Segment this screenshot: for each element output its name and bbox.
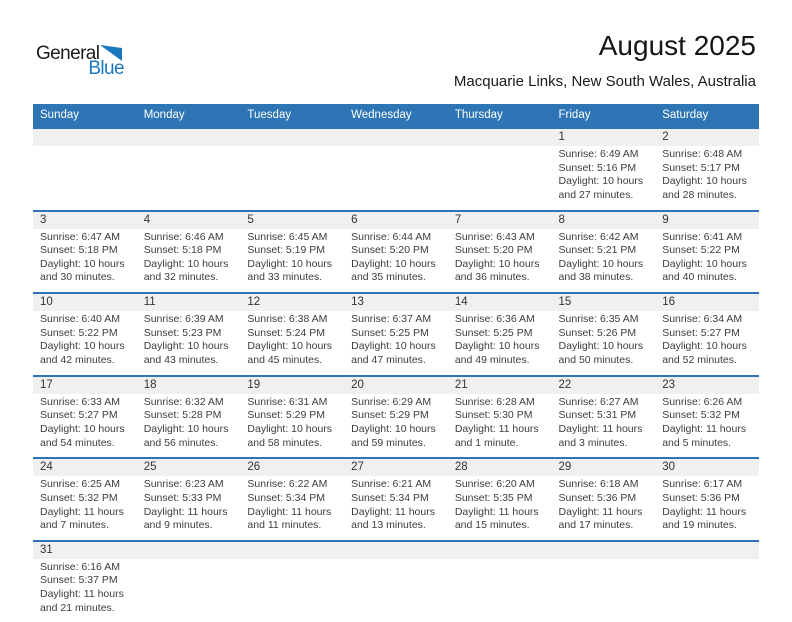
daylight-line-2: and 43 minutes. <box>143 354 219 367</box>
daylight-line-2: and 54 minutes. <box>40 436 115 449</box>
daylight-line-1: Daylight: 10 hours <box>662 340 747 353</box>
sunrise-line: Sunrise: 6:31 AM <box>247 395 328 408</box>
day-number: 7 <box>448 212 552 229</box>
day-details <box>344 229 448 293</box>
sunset-line: Sunset: 5:32 PM <box>40 491 118 504</box>
day-cell-27 <box>344 458 448 541</box>
day-details <box>655 394 759 458</box>
week-row <box>33 458 759 541</box>
weekday-header-tuesday: Tuesday <box>240 104 344 128</box>
day-cell-6 <box>344 211 448 294</box>
daylight-line-2: and 45 minutes. <box>247 354 323 367</box>
sunset-line: Sunset: 5:20 PM <box>351 244 429 257</box>
empty-day-cell <box>240 128 344 211</box>
sunset-line: Sunset: 5:34 PM <box>351 491 429 504</box>
sunset-line: Sunset: 5:25 PM <box>454 326 533 339</box>
sunrise-line: Sunrise: 6:42 AM <box>558 230 639 243</box>
sunrise-line: Sunrise: 6:43 AM <box>454 230 535 243</box>
sunrise-line: Sunrise: 6:36 AM <box>454 313 535 326</box>
daylight-line-1: Daylight: 10 hours <box>40 257 125 270</box>
daylight-line-1: Daylight: 11 hours <box>558 505 643 518</box>
day-details <box>33 559 137 622</box>
page-title: August 2025 <box>598 30 756 61</box>
day-cell-3 <box>33 211 137 294</box>
sunset-line: Sunset: 5:37 PM <box>40 574 118 587</box>
week-row <box>33 211 759 294</box>
day-number: 28 <box>448 459 552 476</box>
sunset-line: Sunset: 5:19 PM <box>247 244 326 257</box>
day-cell-2 <box>655 128 759 211</box>
sunrise-line: Sunrise: 6:45 AM <box>247 230 328 243</box>
day-details <box>240 229 344 293</box>
day-details <box>655 146 759 210</box>
empty-day-cell <box>448 541 552 622</box>
day-details <box>344 394 448 458</box>
sunset-line: Sunset: 5:31 PM <box>558 409 637 422</box>
daylight-line-1: Daylight: 10 hours <box>351 422 436 435</box>
sunrise-line: Sunrise: 6:18 AM <box>558 478 639 491</box>
day-details <box>344 476 448 540</box>
weekday-header-saturday: Saturday <box>655 104 759 128</box>
day-cell-10 <box>33 293 137 376</box>
empty-day-cell <box>33 128 137 211</box>
day-cell-16 <box>655 293 759 376</box>
sunset-line: Sunset: 5:29 PM <box>247 409 326 422</box>
day-cell-14 <box>448 293 552 376</box>
sunset-line: Sunset: 5:18 PM <box>143 244 222 257</box>
week-row <box>33 376 759 459</box>
weekday-header-wednesday: Wednesday <box>344 104 448 128</box>
daylight-line-2: and 27 minutes. <box>558 188 634 201</box>
empty-day-cell <box>344 128 448 211</box>
daylight-line-2: and 42 minutes. <box>40 354 115 367</box>
day-number <box>552 542 656 559</box>
title-block <box>454 30 756 90</box>
daylight-line-1: Daylight: 10 hours <box>247 257 333 270</box>
weekday-header-row <box>33 104 759 128</box>
weekday-header-friday: Friday <box>552 104 656 128</box>
sunset-line: Sunset: 5:26 PM <box>558 326 637 339</box>
day-details <box>33 146 137 198</box>
sunset-line: Sunset: 5:33 PM <box>143 491 222 504</box>
sunrise-line: Sunrise: 6:22 AM <box>247 478 328 491</box>
day-cell-26 <box>240 458 344 541</box>
sunset-line: Sunset: 5:27 PM <box>662 326 740 339</box>
day-number: 9 <box>655 212 759 229</box>
daylight-line-2: and 47 minutes. <box>351 354 426 367</box>
day-number <box>448 542 552 559</box>
daylight-line-1: Daylight: 10 hours <box>143 422 229 435</box>
sunset-line: Sunset: 5:27 PM <box>40 409 118 422</box>
day-number: 17 <box>33 377 137 394</box>
daylight-line-2: and 21 minutes. <box>40 601 115 614</box>
day-cell-19 <box>240 376 344 459</box>
day-number: 4 <box>137 212 241 229</box>
empty-day-cell <box>240 541 344 622</box>
sunrise-line: Sunrise: 6:28 AM <box>454 395 535 408</box>
sunset-line: Sunset: 5:28 PM <box>143 409 222 422</box>
day-cell-25 <box>137 458 241 541</box>
day-details <box>448 146 552 198</box>
day-details <box>448 559 552 611</box>
sunset-line: Sunset: 5:22 PM <box>40 326 118 339</box>
day-details <box>240 476 344 540</box>
daylight-line-1: Daylight: 11 hours <box>351 505 435 518</box>
day-details <box>137 559 241 611</box>
day-number <box>137 542 241 559</box>
day-details <box>137 311 241 375</box>
daylight-line-2: and 30 minutes. <box>40 271 115 284</box>
daylight-line-2: and 7 minutes. <box>40 519 109 532</box>
day-number: 16 <box>655 294 759 311</box>
empty-day-cell <box>137 541 241 622</box>
day-cell-1 <box>552 128 656 211</box>
day-details <box>33 476 137 540</box>
empty-day-cell <box>655 541 759 622</box>
empty-day-cell <box>552 541 656 622</box>
sunrise-line: Sunrise: 6:23 AM <box>143 478 224 491</box>
sunrise-line: Sunrise: 6:27 AM <box>558 395 639 408</box>
daylight-line-2: and 33 minutes. <box>247 271 323 284</box>
daylight-line-2: and 52 minutes. <box>662 354 737 367</box>
day-cell-9 <box>655 211 759 294</box>
day-details <box>655 229 759 293</box>
day-details <box>448 229 552 293</box>
daylight-line-2: and 1 minute. <box>454 436 519 449</box>
day-details <box>448 394 552 458</box>
day-details <box>448 311 552 375</box>
day-details <box>552 394 656 458</box>
day-number <box>33 129 137 146</box>
day-number <box>448 129 552 146</box>
daylight-line-2: and 3 minutes. <box>558 436 628 449</box>
day-details <box>344 559 448 611</box>
day-cell-24 <box>33 458 137 541</box>
daylight-line-2: and 50 minutes. <box>558 354 634 367</box>
daylight-line-2: and 17 minutes. <box>558 519 634 532</box>
daylight-line-1: Daylight: 10 hours <box>40 340 125 353</box>
sunrise-line: Sunrise: 6:29 AM <box>351 395 432 408</box>
weekday-header-sunday: Sunday <box>33 104 137 128</box>
sunrise-line: Sunrise: 6:16 AM <box>40 560 120 573</box>
logo-word-general: General <box>36 43 100 64</box>
daylight-line-2: and 58 minutes. <box>247 436 323 449</box>
day-number: 21 <box>448 377 552 394</box>
daylight-line-1: Daylight: 10 hours <box>558 175 644 188</box>
sunset-line: Sunset: 5:36 PM <box>558 491 637 504</box>
sunrise-line: Sunrise: 6:47 AM <box>40 230 120 243</box>
sunrise-line: Sunrise: 6:41 AM <box>662 230 743 243</box>
calendar-body <box>33 128 759 622</box>
day-number: 24 <box>33 459 137 476</box>
day-details <box>33 394 137 458</box>
daylight-line-1: Daylight: 10 hours <box>247 422 333 435</box>
daylight-line-1: Daylight: 10 hours <box>662 257 747 270</box>
day-details <box>552 229 656 293</box>
daylight-line-2: and 11 minutes. <box>247 519 322 532</box>
sunset-line: Sunset: 5:16 PM <box>558 161 637 174</box>
sunset-line: Sunset: 5:34 PM <box>247 491 326 504</box>
daylight-line-1: Daylight: 10 hours <box>247 340 333 353</box>
sunrise-line: Sunrise: 6:49 AM <box>558 148 639 160</box>
sunrise-line: Sunrise: 6:48 AM <box>662 148 743 160</box>
day-number: 25 <box>137 459 241 476</box>
daylight-line-1: Daylight: 10 hours <box>143 257 229 270</box>
daylight-line-2: and 28 minutes. <box>662 188 737 201</box>
day-cell-18 <box>137 376 241 459</box>
sunrise-line: Sunrise: 6:32 AM <box>143 395 224 408</box>
daylight-line-1: Daylight: 11 hours <box>454 422 539 435</box>
day-number <box>137 129 241 146</box>
day-details <box>655 559 759 611</box>
day-number: 13 <box>344 294 448 311</box>
sunrise-line: Sunrise: 6:17 AM <box>662 478 743 491</box>
day-cell-7 <box>448 211 552 294</box>
daylight-line-2: and 38 minutes. <box>558 271 634 284</box>
sunset-line: Sunset: 5:21 PM <box>558 244 637 257</box>
daylight-line-1: Daylight: 11 hours <box>247 505 332 518</box>
day-details <box>240 394 344 458</box>
day-number: 19 <box>240 377 344 394</box>
day-details <box>448 476 552 540</box>
daylight-line-2: and 5 minutes. <box>662 436 732 449</box>
day-details <box>552 476 656 540</box>
daylight-line-2: and 9 minutes. <box>143 519 213 532</box>
day-details <box>552 146 656 210</box>
daylight-line-2: and 13 minutes. <box>351 519 426 532</box>
day-cell-12 <box>240 293 344 376</box>
day-number: 30 <box>655 459 759 476</box>
daylight-line-1: Daylight: 10 hours <box>558 340 644 353</box>
week-row <box>33 128 759 211</box>
day-details <box>552 559 656 611</box>
daylight-line-2: and 32 minutes. <box>143 271 219 284</box>
daylight-line-2: and 40 minutes. <box>662 271 737 284</box>
day-cell-21 <box>448 376 552 459</box>
day-cell-23 <box>655 376 759 459</box>
sunset-line: Sunset: 5:30 PM <box>454 409 533 422</box>
day-cell-20 <box>344 376 448 459</box>
day-details <box>33 311 137 375</box>
sunrise-line: Sunrise: 6:44 AM <box>351 230 432 243</box>
sunset-line: Sunset: 5:23 PM <box>143 326 222 339</box>
day-details <box>137 476 241 540</box>
daylight-line-1: Daylight: 11 hours <box>662 422 747 435</box>
day-cell-31 <box>33 541 137 622</box>
sunrise-line: Sunrise: 6:40 AM <box>40 313 120 326</box>
day-cell-30 <box>655 458 759 541</box>
day-details <box>240 311 344 375</box>
sunset-line: Sunset: 5:22 PM <box>662 244 740 257</box>
daylight-line-1: Daylight: 11 hours <box>454 505 539 518</box>
day-number: 20 <box>344 377 448 394</box>
day-details <box>344 146 448 198</box>
day-cell-5 <box>240 211 344 294</box>
daylight-line-1: Daylight: 10 hours <box>351 257 436 270</box>
day-number <box>344 542 448 559</box>
day-cell-15 <box>552 293 656 376</box>
sunset-line: Sunset: 5:25 PM <box>351 326 429 339</box>
sunset-line: Sunset: 5:32 PM <box>662 409 740 422</box>
location-subtitle: Macquarie Links, New South Wales, Australia <box>453 73 756 90</box>
daylight-line-1: Daylight: 11 hours <box>143 505 228 518</box>
empty-day-cell <box>448 128 552 211</box>
sunrise-line: Sunrise: 6:35 AM <box>558 313 639 326</box>
day-cell-22 <box>552 376 656 459</box>
sunrise-line: Sunrise: 6:34 AM <box>662 313 743 326</box>
day-cell-28 <box>448 458 552 541</box>
daylight-line-1: Daylight: 11 hours <box>40 505 124 518</box>
day-number: 11 <box>137 294 241 311</box>
weekday-header <box>33 104 759 128</box>
sunrise-line: Sunrise: 6:26 AM <box>662 395 743 408</box>
day-number: 15 <box>552 294 656 311</box>
day-cell-4 <box>137 211 241 294</box>
day-number: 26 <box>240 459 344 476</box>
day-number: 12 <box>240 294 344 311</box>
sunrise-line: Sunrise: 6:20 AM <box>454 478 535 491</box>
day-number: 1 <box>552 129 656 146</box>
day-cell-17 <box>33 376 137 459</box>
daylight-line-1: Daylight: 10 hours <box>351 340 436 353</box>
daylight-line-1: Daylight: 11 hours <box>40 588 124 601</box>
day-details <box>655 311 759 375</box>
day-number: 6 <box>344 212 448 229</box>
sunrise-line: Sunrise: 6:25 AM <box>40 478 120 491</box>
daylight-line-2: and 15 minutes. <box>454 519 530 532</box>
day-number: 27 <box>344 459 448 476</box>
empty-day-cell <box>344 541 448 622</box>
sunset-line: Sunset: 5:17 PM <box>662 161 740 174</box>
sunset-line: Sunset: 5:35 PM <box>454 491 533 504</box>
day-details <box>240 146 344 198</box>
daylight-line-1: Daylight: 10 hours <box>558 257 644 270</box>
sunset-line: Sunset: 5:18 PM <box>40 244 118 257</box>
day-number: 2 <box>655 129 759 146</box>
week-row <box>33 293 759 376</box>
day-details <box>655 476 759 540</box>
day-number: 23 <box>655 377 759 394</box>
week-row <box>33 541 759 622</box>
daylight-line-1: Daylight: 10 hours <box>143 340 229 353</box>
daylight-line-2: and 56 minutes. <box>143 436 219 449</box>
sunrise-line: Sunrise: 6:37 AM <box>351 313 432 326</box>
empty-day-cell <box>137 128 241 211</box>
sunrise-line: Sunrise: 6:33 AM <box>40 395 120 408</box>
day-number <box>344 129 448 146</box>
sunset-line: Sunset: 5:29 PM <box>351 409 429 422</box>
day-number <box>655 542 759 559</box>
day-details <box>137 394 241 458</box>
weekday-header-monday: Monday <box>137 104 241 128</box>
day-details <box>33 229 137 293</box>
day-number: 18 <box>137 377 241 394</box>
sunset-line: Sunset: 5:36 PM <box>662 491 740 504</box>
day-number: 14 <box>448 294 552 311</box>
day-details <box>344 311 448 375</box>
sunrise-line: Sunrise: 6:39 AM <box>143 313 224 326</box>
day-number: 5 <box>240 212 344 229</box>
day-cell-29 <box>552 458 656 541</box>
day-number: 10 <box>33 294 137 311</box>
daylight-line-1: Daylight: 10 hours <box>40 422 125 435</box>
calendar-table <box>33 104 759 622</box>
day-number: 22 <box>552 377 656 394</box>
daylight-line-1: Daylight: 10 hours <box>662 175 747 188</box>
daylight-line-2: and 19 minutes. <box>662 519 737 532</box>
general-blue-logo[interactable] <box>36 44 124 78</box>
sunset-line: Sunset: 5:20 PM <box>454 244 533 257</box>
daylight-line-1: Daylight: 11 hours <box>662 505 747 518</box>
daylight-line-1: Daylight: 10 hours <box>454 340 540 353</box>
daylight-line-2: and 36 minutes. <box>454 271 530 284</box>
daylight-line-2: and 49 minutes. <box>454 354 530 367</box>
day-number <box>240 129 344 146</box>
day-cell-8 <box>552 211 656 294</box>
day-number <box>240 542 344 559</box>
daylight-line-2: and 59 minutes. <box>351 436 426 449</box>
day-number: 31 <box>33 542 137 559</box>
day-details <box>137 229 241 293</box>
daylight-line-2: and 35 minutes. <box>351 271 426 284</box>
day-number: 8 <box>552 212 656 229</box>
logo-word-blue: Blue <box>88 58 124 79</box>
day-cell-13 <box>344 293 448 376</box>
sunrise-line: Sunrise: 6:46 AM <box>143 230 224 243</box>
sunset-line: Sunset: 5:24 PM <box>247 326 326 339</box>
daylight-line-1: Daylight: 11 hours <box>558 422 643 435</box>
day-details <box>552 311 656 375</box>
day-number: 3 <box>33 212 137 229</box>
day-cell-11 <box>137 293 241 376</box>
day-details <box>240 559 344 611</box>
day-number: 29 <box>552 459 656 476</box>
sunrise-line: Sunrise: 6:38 AM <box>247 313 328 326</box>
weekday-header-thursday: Thursday <box>448 104 552 128</box>
daylight-line-1: Daylight: 10 hours <box>454 257 540 270</box>
sunrise-line: Sunrise: 6:21 AM <box>351 478 432 491</box>
day-details <box>137 146 241 198</box>
